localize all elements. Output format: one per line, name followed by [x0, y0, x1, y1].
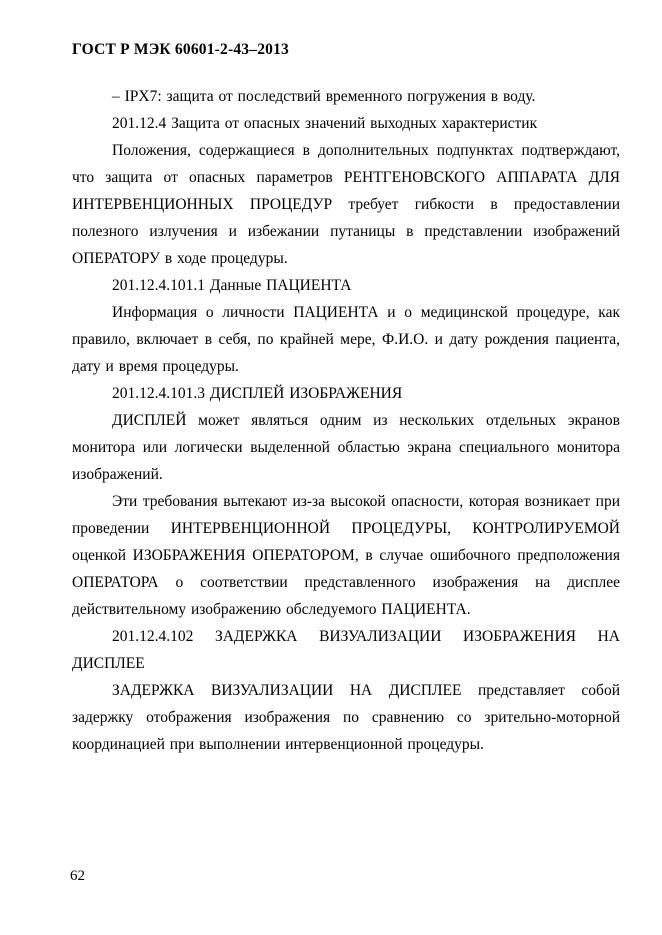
document-title-header: ГОСТ Р МЭК 60601-2-43–2013	[72, 41, 290, 58]
paragraph-heading: 201.12.4 Защита от опасных значений выходных характеристик	[112, 115, 538, 132]
paragraph-body: Эти требования вытекают из-за высокой опасности, которая возникает при проведении ИНТЕРВЕНЦИОННОЙ ПРОЦЕДУРЫ, КОНТРОЛИРУЕМОЙ оценкой ИЗОБРАЖЕНИЯ ОПЕРАТОРОМ, в случае ошибочного предположения ОПЕРАТОРА о соответствии представленного изображения на дисплее действительному изображению обследуемого ПАЦИЕНТА.	[72, 493, 620, 618]
paragraph-body: Положения, содержащиеся в дополнительных подпунктах подтверждают, что защита от опасных параметров РЕНТГЕНОВСКОГО АППАРАТА ДЛЯ ИНТЕРВЕНЦИОННЫХ ПРОЦЕДУР требует гибкости в предоставлении полезного излучения и избежании путаницы в представлении изображений ОПЕРАТОРУ в ходе процедуры.	[72, 142, 620, 267]
paragraph-heading: 201.12.4.101.3 ДИСПЛЕЙ ИЗОБРАЖЕНИЯ	[112, 385, 403, 402]
paragraph-body: Информация о личности ПАЦИЕНТА и о медицинской процедуре, как правило, включает в себя, по крайней мере, Ф.И.О. и дату рождения пациента, дату и время процедуры.	[72, 304, 620, 375]
document-body	[72, 83, 620, 758]
paragraph-heading: 201.12.4.101.1 Данные ПАЦИЕНТА	[112, 277, 352, 294]
paragraph-body: ЗАДЕРЖКА ВИЗУАЛИЗАЦИИ НА ДИСПЛЕЕ представляет собой задержку отображения изображения по сравнению со зрительно-моторной координацией при выполнении интервенционной процедуры.	[72, 682, 620, 753]
paragraph-body: ДИСПЛЕЙ может являться одним из нескольких отдельных экранов монитора или логически выделенной областью экрана специального монитора изображений.	[72, 412, 620, 483]
paragraph-heading: 201.12.4.102 ЗАДЕРЖКА ВИЗУАЛИЗАЦИИ ИЗОБРАЖЕНИЯ НА ДИСПЛЕЕ	[72, 628, 620, 672]
paragraph-list-item: – IPX7: защита от последствий временного погружения в воду.	[112, 88, 536, 105]
page-number: 62	[70, 868, 85, 884]
